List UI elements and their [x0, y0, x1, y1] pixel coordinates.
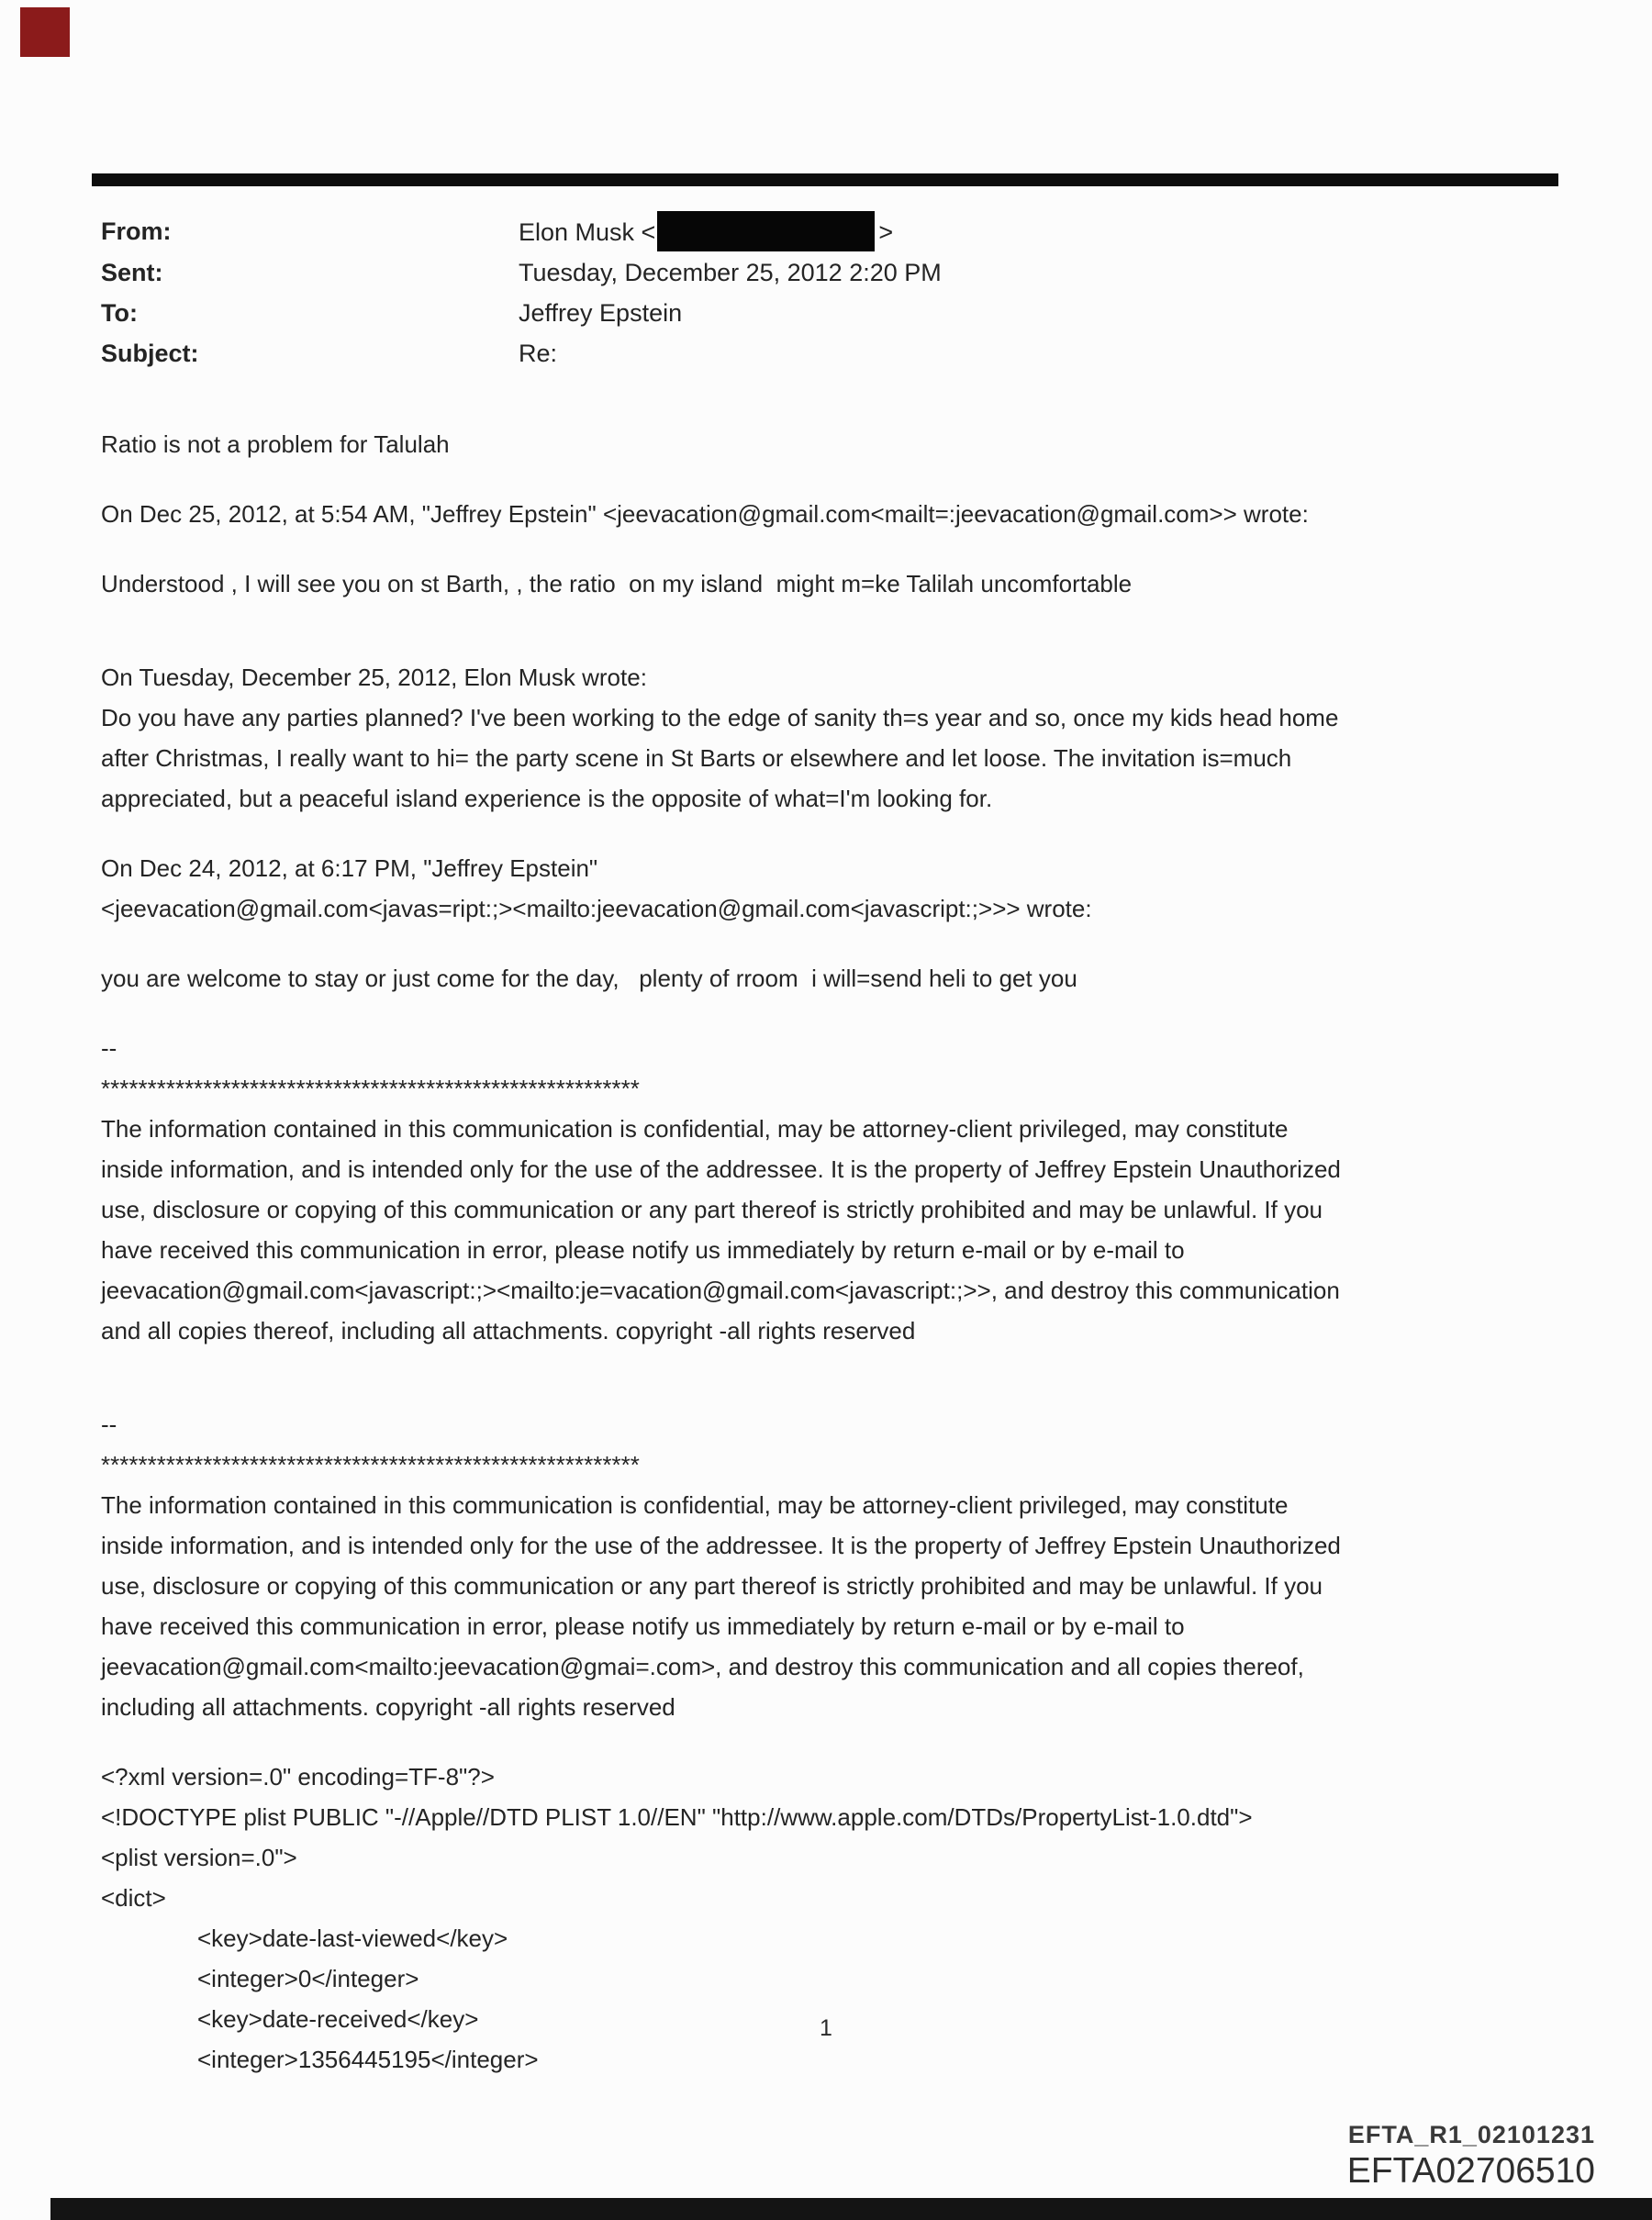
redaction-box [657, 211, 875, 251]
reply-text: Ratio is not a problem for Talulah [101, 430, 450, 458]
quote3-header-line: <jeevacation@gmail.com<javas=ript:;><mailto:jeevacation@gmail.com<javascript:;>>> wrote: [101, 895, 1092, 922]
disclaimer-line: The information contained in this communication is confidential, may be attorney-client privileged, may constitute [101, 1115, 1289, 1143]
page-number: 1 [820, 2015, 832, 2041]
from-value-prefix: Elon Musk < [519, 218, 656, 246]
asterisk-divider: ********************************************************** [101, 1075, 640, 1102]
bates-stamps [1347, 2120, 1595, 2193]
signature-separator: -- [101, 1034, 117, 1062]
bates-stamp-secondary: EFTA_R1_02101231 [1347, 2121, 1595, 2148]
scan-edge-band [50, 2198, 1652, 2220]
plist-dict-line: <key>date-last-viewed</key> [197, 1924, 508, 1952]
quote2-text-line: appreciated, but a peaceful island experience is the opposite of what=I'm looking for. [101, 785, 993, 812]
asterisk-divider: ********************************************************** [101, 1451, 640, 1478]
sent-value: Tuesday, December 25, 2012 2:20 PM [519, 259, 942, 286]
subject-label: Subject: [101, 340, 199, 367]
header-row-subject [101, 333, 942, 374]
bates-stamp-primary: EFTA02706510 [1346, 2151, 1595, 2192]
disclaimer-line: including all attachments. copyright -all rights reserved [101, 1693, 675, 1721]
plist-dict-line: <key>date-received</key> [197, 2005, 479, 2033]
disclaimer-line: jeevacation@gmail.com<javascript:;><mailto:je=vacation@gmail.com<javascript:;>>, and destroy this communication [101, 1277, 1340, 1304]
quote2-header: On Tuesday, December 25, 2012, Elon Musk wrote: [101, 664, 647, 691]
quote3-header-line: On Dec 24, 2012, at 6:17 PM, "Jeffrey Epstein" [101, 854, 598, 882]
disclaimer-line: have received this communication in error, please notify us immediately by return e-mail or by e-mail to [101, 1612, 1185, 1640]
email-body [101, 424, 1615, 2080]
disclaimer-line: and all copies thereof, including all attachments. copyright -all rights reserved [101, 1317, 916, 1344]
header-divider-rule [92, 173, 1558, 186]
disclaimer-line: use, disclosure or copying of this communication or any part thereof is strictly prohibited and may be unlawful. If you [101, 1572, 1323, 1600]
quote1-text: Understood , I will see you on st Barth, , the ratio on my island might m=ke Talilah uncomfortable [101, 570, 1133, 597]
plist-dict-line: <integer>0</integer> [197, 1965, 419, 1992]
quote1-header: On Dec 25, 2012, at 5:54 AM, "Jeffrey Epstein" <jeevacation@gmail.com<mailt=:jeevacation@gmail.com>> wrote: [101, 500, 1309, 528]
to-value: Jeffrey Epstein [519, 299, 683, 327]
from-value-suffix: > [878, 218, 894, 246]
disclaimer-line: have received this communication in error, please notify us immediately by return e-mail or by e-mail to [101, 1236, 1185, 1264]
header-row-sent [101, 252, 942, 293]
from-label: From: [101, 218, 172, 245]
signature-separator: -- [101, 1411, 117, 1438]
subject-value: Re: [519, 340, 558, 367]
disclaimer-line: inside information, and is intended only for the use of the addressee. It is the property of Jeffrey Epstein Unauthorized [101, 1155, 1341, 1183]
plist-line: <plist version=.0"> [101, 1844, 297, 1871]
quote2-text-line: after Christmas, I really want to hi= the party scene in St Barts or elsewhere and let loose. The invitation is=much [101, 744, 1292, 772]
sent-label: Sent: [101, 259, 163, 286]
to-label: To: [101, 299, 138, 327]
red-corner-mark [20, 7, 70, 57]
plist-line: <!DOCTYPE plist PUBLIC "-//Apple//DTD PLIST 1.0//EN" "http://www.apple.com/DTDs/PropertyList-1.0.dtd"> [101, 1803, 1253, 1831]
email-header [101, 211, 942, 374]
disclaimer-line: jeevacation@gmail.com<mailto:jeevacation@gmai=.com>, and destroy this communication and all copies thereof, [101, 1653, 1304, 1680]
plist-line: <?xml version=.0" encoding=TF-8"?> [101, 1763, 495, 1791]
header-row-to [101, 293, 942, 333]
plist-line: <dict> [101, 1884, 166, 1912]
header-row-from [101, 211, 942, 252]
plist-dict-line: <integer>1356445195</integer> [197, 2046, 539, 2073]
disclaimer-line: The information contained in this communication is confidential, may be attorney-client privileged, may constitute [101, 1491, 1289, 1519]
disclaimer-line: use, disclosure or copying of this communication or any part thereof is strictly prohibited and may be unlawful. If you [101, 1196, 1323, 1223]
from-value [519, 211, 893, 252]
disclaimer-line: inside information, and is intended only for the use of the addressee. It is the property of Jeffrey Epstein Unauthorized [101, 1532, 1341, 1559]
quote3-text: you are welcome to stay or just come for the day, plenty of rroom i will=send heli to get you [101, 965, 1077, 992]
quote2-text-line: Do you have any parties planned? I've been working to the edge of sanity th=s year and so, once my kids head home [101, 704, 1339, 731]
